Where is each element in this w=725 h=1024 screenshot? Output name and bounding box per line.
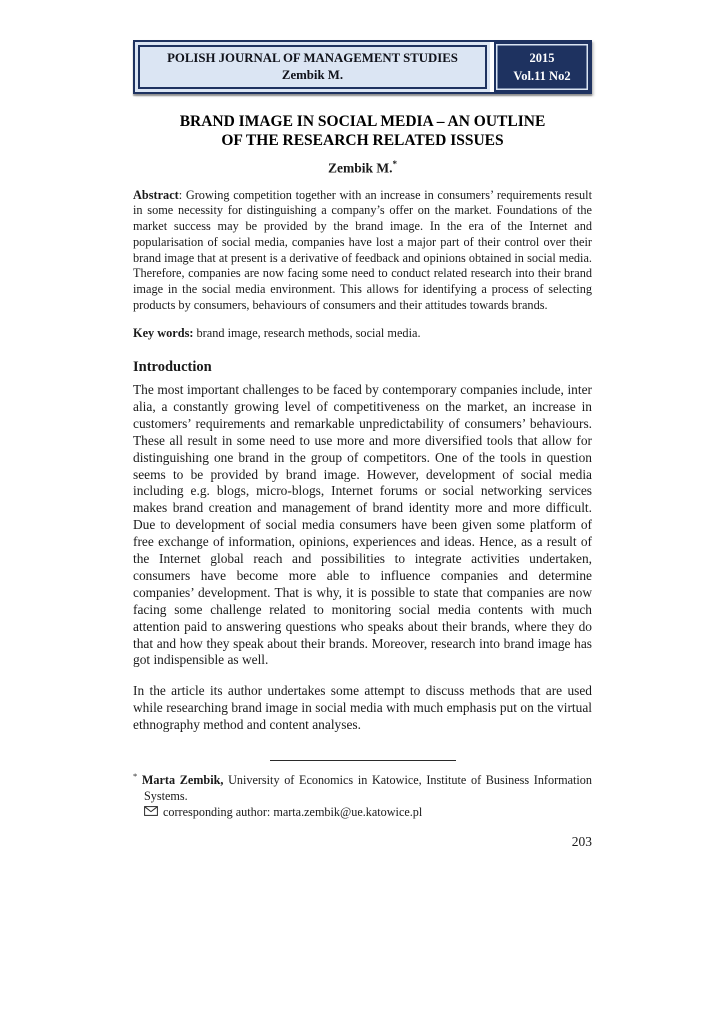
journal-title: POLISH JOURNAL OF MANAGEMENT STUDIES [167, 50, 458, 65]
footnote-separator [270, 760, 456, 761]
body-paragraph-1: The most important challenges to be faced by contemporary companies include, inter alia, a constantly growing level of competitiveness on the market, an increase in customers’ requirements and remarkable unpredictability of consumers’ behaviours. These all result in some need to use more and more diversified tools that allow for distinguishing one brand in the group of competitors. One of the tools in question seems to be provided by brand image. However, development of social media including e.g. blogs, micro-blogs, Internet forums or social networking services makes brand creation and management of brand identity more and more difficult. Due to development of social media consumers have been given some platform of free exchange of information, opinions, experiences and ideas. Hence, as a result of the Internet global reach and possibilities to integrate activities undertaken, consumers have become more able to influence companies and determine companies’ development. That is why, it is possible to state that companies are now facing some challenge related to monitoring social media contents with much attention paid to answering questions who speaks about their brands, where they do that and how they speak about their brands. Moreover, research into brand image has got indispensible as well. [133, 381, 592, 668]
footnote-mark: * [133, 771, 138, 782]
footnote-corresponding-text: corresponding author: marta.zembik@ue.katowice.pl [163, 804, 423, 819]
journal-header-left-cell [135, 42, 490, 92]
abstract-paragraph [133, 188, 592, 314]
journal-header [133, 40, 592, 94]
journal-year: 2015 [529, 50, 555, 65]
page-number: 203 [571, 834, 592, 850]
article-author [133, 159, 592, 177]
footnote-author-entry [133, 769, 592, 804]
page-content [133, 40, 592, 850]
footnote-affiliation: University of Economics in Katowice, Institute of Business Information Systems. [144, 773, 592, 804]
article-author-name: Zembik M. [327, 160, 393, 176]
article-title-line2: OF THE RESEARCH RELATED ISSUES [221, 132, 504, 149]
section-heading-introduction: Introduction [133, 358, 212, 375]
abstract-text: : Growing competition together with an increase in consumers’ requirements result in some necessity for distinguishing a company’s offer on the market. Foundations of the market success may be provided by the brand image. In the era of the Internet and popularisation of social media, companies have lost a major part of their control over their brand image that at present is a derivative of feedback and opinions obtained in social media. Therefore, companies are now facing some need to conduct related research into their brand image in the social media environment. This allows for identifying a process of selecting products by consumers, behaviours of consumers and their attitudes towards brands. [133, 187, 592, 313]
journal-header-right-cell [494, 42, 590, 92]
footnote-block [133, 769, 592, 820]
envelope-icon [144, 805, 158, 821]
keywords-label: Key words: [133, 326, 194, 341]
journal-volume: Vol.11 No2 [513, 69, 571, 83]
abstract-label: Abstract [133, 187, 179, 202]
footnote-corresponding-line [133, 805, 592, 821]
body-paragraph-2: In the article its author undertakes some attempt to discuss methods that are used while researching brand image in social media with much emphasis put on the virtual ethnography method and content analyses. [133, 682, 592, 732]
article-title [133, 112, 592, 150]
journal-header-author: Zembik M. [281, 68, 344, 82]
keywords-text: brand image, research methods, social media. [193, 326, 421, 341]
keywords-line [133, 326, 592, 342]
footnote-author-name: Marta Zembik, [141, 773, 224, 788]
article-author-footnote-mark: * [392, 159, 397, 169]
journal-header-left-inner [138, 45, 487, 89]
article-title-line1: BRAND IMAGE IN SOCIAL MEDIA – AN OUTLINE [179, 113, 546, 130]
